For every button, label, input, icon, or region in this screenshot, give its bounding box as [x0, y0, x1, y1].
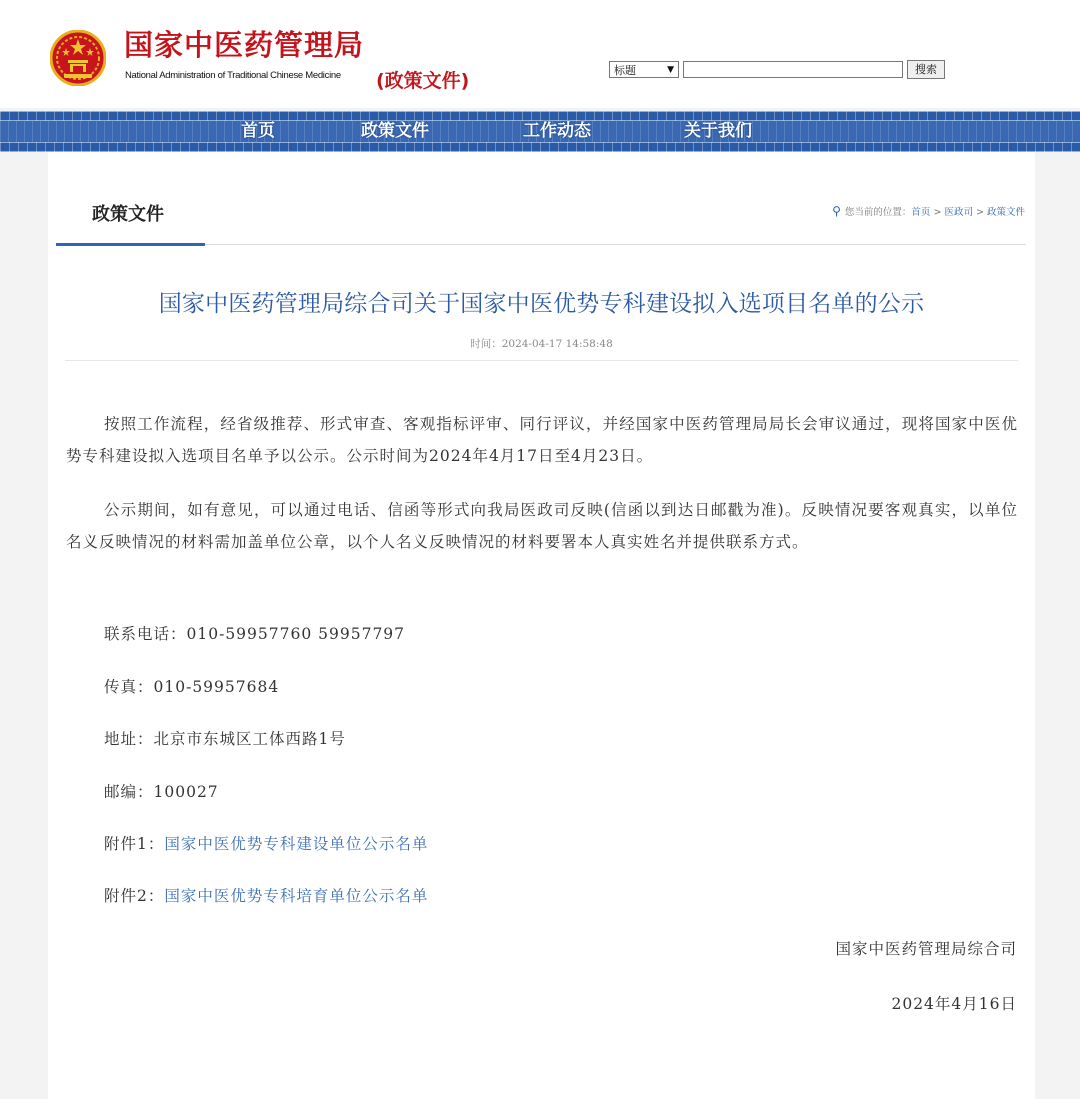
attachment-item — [104, 884, 428, 906]
title-divider — [65, 360, 1018, 361]
nav-item-about[interactable]: 关于我们 — [684, 121, 752, 141]
search-input[interactable] — [683, 61, 903, 78]
column-divider-accent — [56, 243, 205, 246]
attachment-link[interactable]: 国家中医优势专科建设单位公示名单 — [164, 835, 429, 853]
national-emblem-icon — [50, 30, 106, 86]
attachment-prefix: 附件2： — [104, 887, 165, 905]
article-time: 时间：2024-04-17 14:58:48 — [470, 338, 613, 350]
breadcrumb-department[interactable]: 医政司 — [944, 207, 973, 218]
attachment-link[interactable]: 国家中医优势专科培育单位公示名单 — [164, 887, 429, 905]
signature-date: 2024年4月16日 — [891, 995, 1017, 1013]
nav-item-home[interactable]: 首页 — [241, 121, 275, 141]
breadcrumb-prefix: 您当前的位置： — [844, 207, 912, 218]
site-header — [0, 0, 1080, 108]
nav-item-news[interactable]: 工作动态 — [523, 121, 591, 141]
contact-address: 地址：北京市东城区工体西路1号 — [104, 730, 346, 748]
search-button[interactable]: 搜索 — [907, 60, 945, 79]
signature-org: 国家中医药管理局综合司 — [835, 940, 1017, 958]
contact-phone: 联系电话：010-59957760 59957797 — [104, 625, 406, 643]
contact-postcode: 邮编：100027 — [104, 783, 219, 801]
column-title: 政策文件 — [92, 204, 164, 225]
article-paragraph: 公示期间，如有意见，可以通过电话、信函等形式向我局医政司反映(信函以到达日邮戳为准)。反映情况要客观真实，以单位名义反映情况的材料需加盖单位公章，以个人名义反映情况的材料要署本人真实姓名并提供联系方式。 — [66, 501, 1018, 551]
search-field-selected: 标题 — [614, 64, 636, 77]
attachment-prefix: 附件1： — [104, 835, 165, 853]
breadcrumb-separator: > — [933, 207, 942, 218]
breadcrumb-separator: > — [975, 207, 984, 218]
breadcrumb-home[interactable]: 首页 — [911, 207, 931, 218]
section-tag: (政策文件) — [376, 70, 470, 92]
article-paragraph: 按照工作流程，经省级推荐、形式审查、客观指标评审、同行评议，并经国家中医药管理局局长会审议通过，现将国家中医优势专科建设拟入选项目名单予以公示。公示时间为2024年4月17日至4月23日。 — [66, 415, 1018, 465]
location-pin-icon: ⚲ — [832, 204, 841, 218]
breadcrumb — [832, 204, 1025, 218]
attachment-item — [104, 832, 428, 854]
chevron-down-icon: ▼ — [667, 65, 674, 75]
main-nav — [0, 111, 1080, 152]
content-panel — [48, 152, 1035, 1099]
site-name-english: National Administration of Traditional Chinese Medicine — [125, 70, 341, 81]
search-field-select[interactable] — [609, 61, 679, 78]
contact-fax: 传真：010-59957684 — [104, 678, 280, 696]
article-title: 国家中医药管理局综合司关于国家中医优势专科建设拟入选项目名单的公示 — [158, 291, 925, 317]
breadcrumb-current[interactable]: 政策文件 — [986, 207, 1025, 218]
nav-item-policy[interactable]: 政策文件 — [361, 121, 429, 141]
site-name[interactable]: 国家中医药管理局 — [124, 28, 365, 62]
